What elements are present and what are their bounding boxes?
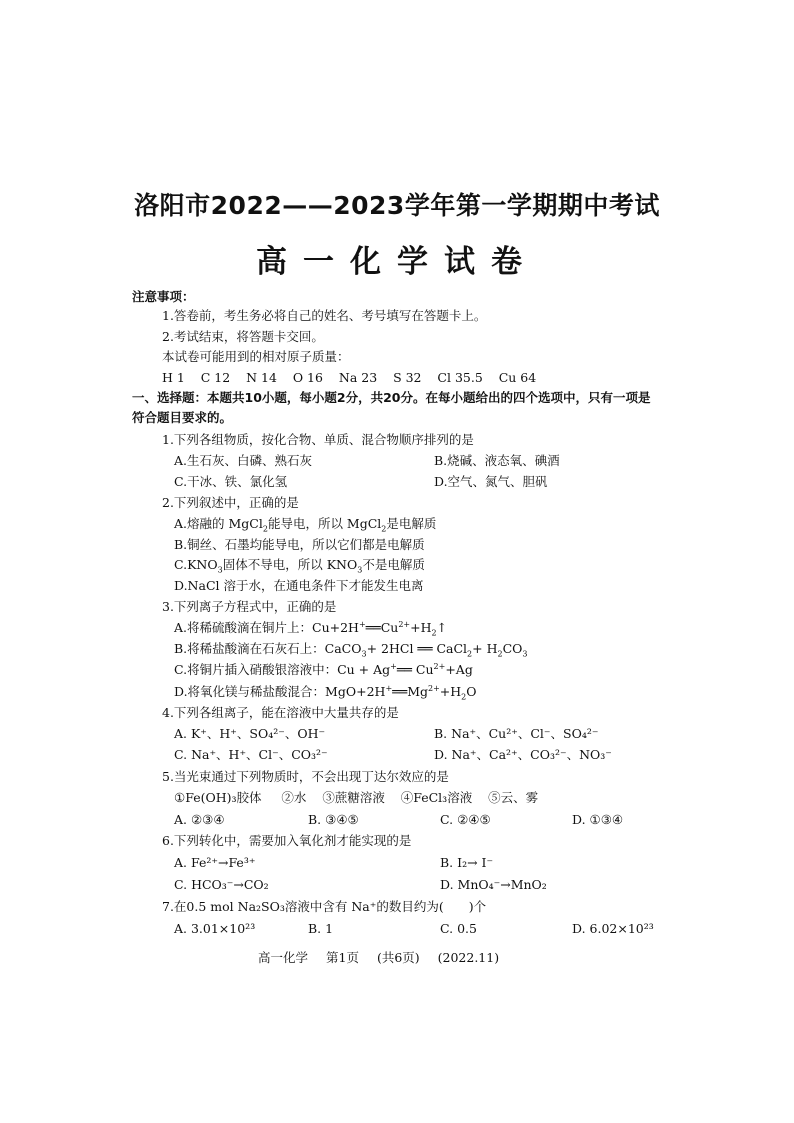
q3-b-sub3: 2 [497,649,503,659]
q3-stem: 3.下列离子方程式中，正确的是 [162,599,337,614]
q3-b-sub2: 2 [467,649,473,659]
atomic-mass-h: H 1 [162,370,185,385]
q3-a-sup2: 2+ [398,619,411,629]
q2-option-c [174,557,425,573]
q5-item-5: ⑤云、雾 [488,790,539,805]
q3-option-c [174,662,473,678]
q5-option-b: B. ③④⑤ [308,812,359,827]
q5-option-a: A. ②③④ [174,812,225,827]
atomic-mass-na: Na 23 [338,370,378,385]
q5-item-3: ③蔗糖溶液 [322,790,385,805]
q3-a-text2: ══Cu [365,620,399,635]
q2-option-a [174,516,436,532]
q3-a-text1: A.将稀硫酸滴在铜片上：Cu+2H [174,620,359,635]
q3-d-sub1: 2 [461,692,467,702]
q2-a-sub1: 2 [262,524,268,534]
q2-c-text1: C.KNO [174,557,218,572]
q7-option-c: C. 0.5 [440,921,477,936]
q6-option-d: D. MnO₄⁻→MnO₂ [440,877,547,892]
note-item-1: 1.答卷前，考生务必将自己的姓名、考号填写在答题卡上。 [162,308,487,323]
q7-option-b: B. 1 [308,921,334,936]
q2-a-text3: 是电解质 [386,516,437,531]
q3-a-sub1: 2 [431,628,437,638]
q3-d-text3: +H [439,684,462,699]
q3-a-text3: +H [410,620,432,635]
q3-b-text2: + 2HCl ══ CaCl [366,641,468,656]
q1-option-d: D.空气、氮气、胆矾 [434,474,548,489]
atomic-mass-n: N 14 [246,370,277,385]
q3-c-text3: +Ag [445,662,473,677]
q2-c-sub1: 3 [217,565,223,575]
q1-option-c: C.干冰、铁、氯化氢 [174,474,288,489]
q3-c-sup1: + [390,661,397,671]
q3-b-sub4: 3 [522,649,528,659]
q2-c-text2: 固体不导电，所以 KNO [222,557,358,572]
q3-b-text3: + H [472,641,498,656]
atomic-mass-cl: Cl 35.5 [437,370,483,385]
q2-a-text2: 能导电，所以 MgCl [267,516,382,531]
q3-option-b [174,641,528,657]
q2-option-b: B.铜丝、石墨均能导电，所以它们都是电解质 [174,537,425,552]
notes-heading: 注意事项： [132,289,195,304]
q1-stem: 1.下列各组物质，按化合物、单质、混合物顺序排列的是 [162,432,474,447]
q4-option-d: D. Na⁺、Ca²⁺、CO₃²⁻、NO₃⁻ [434,747,612,762]
q4-option-b: B. Na⁺、Cu²⁺、Cl⁻、SO₄²⁻ [434,726,599,741]
q3-option-a [174,620,447,636]
footer-date: (2022.11) [437,950,500,965]
q3-b-text1: B.将稀盐酸滴在石灰石上：CaCO [174,641,362,656]
q3-d-sup1: + [385,683,393,693]
q1-option-b: B.烧碱、液态氧、碘酒 [434,453,560,468]
footer-page: 第1页 [326,950,359,965]
exam-subtitle: 高一化学试卷 [256,244,538,280]
q7-option-a: A. 3.01×10²³ [174,921,256,936]
section1-line2: 符合题目要求的。 [132,410,233,425]
q2-c-sub2: 3 [357,565,363,575]
q5-items [174,790,538,806]
q3-b-sub1: 3 [361,649,367,659]
q5-option-d: D. ①③④ [572,812,624,827]
atomic-mass-intro: 本试卷可能用到的相对原子质量： [162,349,350,364]
q7-stem: 7.在0.5 mol Na₂SO₃溶液中含有 Na⁺的数目约为( )个 [162,899,487,914]
q3-d-sup2: 2+ [428,683,440,693]
q3-a-text4: ↑ [436,620,448,635]
q5-item-1: ①Fe(OH)₃胶体 [174,790,262,805]
atomic-mass-c: C 12 [200,370,231,385]
exam-title: 洛阳市2022——2023学年第一学期期中考试 [134,191,660,220]
atomic-mass-list [162,370,536,386]
q3-c-text2: ══ Cu [396,662,434,677]
q3-c-text1: C.将铜片插入硝酸银溶液中：Cu + Ag [174,662,391,677]
q3-d-text4: O [466,684,477,699]
atomic-mass-cu: Cu 64 [498,370,537,385]
q4-stem: 4.下列各组离子，能在溶液中大量共存的是 [162,705,399,720]
q5-stem: 5.当光束通过下列物质时，不会出现丁达尔效应的是 [162,769,449,784]
section1-line1: 一、选择题：本题共10小题，每小题2分，共20分。在每小题给出的四个选项中，只有一项是 [132,390,651,405]
q6-option-c: C. HCO₃⁻→CO₂ [174,877,269,892]
q4-option-c: C. Na⁺、H⁺、Cl⁻、CO₃²⁻ [174,747,328,762]
q5-item-4: ④FeCl₃溶液 [400,790,473,805]
q6-stem: 6.下列转化中，需要加入氧化剂才能实现的是 [162,833,412,848]
footer-subject: 高一化学 [258,950,309,965]
q2-a-sub2: 2 [381,524,387,534]
page-footer [258,948,513,966]
q2-option-d: D.NaCl 溶于水，在通电条件下才能发生电离 [174,578,424,593]
q3-a-sup1: + [358,619,366,629]
note-item-2: 2.考试结束，将答题卡交回。 [162,329,324,344]
q2-c-text3: 不是电解质 [362,557,425,572]
q3-option-d [174,684,477,700]
q3-c-sup2: 2+ [433,661,446,671]
q3-d-text2: ══Mg [392,684,428,699]
footer-total: (共6页) [376,950,420,965]
atomic-mass-o: O 16 [292,370,323,385]
q2-stem: 2.下列叙述中，正确的是 [162,495,299,510]
q7-option-d: D. 6.02×10²³ [572,921,654,936]
q1-option-a: A.生石灰、白磷、熟石灰 [174,453,313,468]
q6-option-a: A. Fe²⁺→Fe³⁺ [174,855,256,870]
q5-item-2: ②水 [281,790,307,805]
q3-b-text4: CO [502,641,523,656]
q5-option-c: C. ②④⑤ [440,812,491,827]
atomic-mass-s: S 32 [393,370,422,385]
q6-option-b: B. I₂→ I⁻ [440,855,494,870]
q2-a-text1: A.熔融的 MgCl [174,516,263,531]
q4-option-a: A. K⁺、H⁺、SO₄²⁻、OH⁻ [174,726,326,741]
q3-d-text1: D.将氧化镁与稀盐酸混合：MgO+2H [174,684,386,699]
